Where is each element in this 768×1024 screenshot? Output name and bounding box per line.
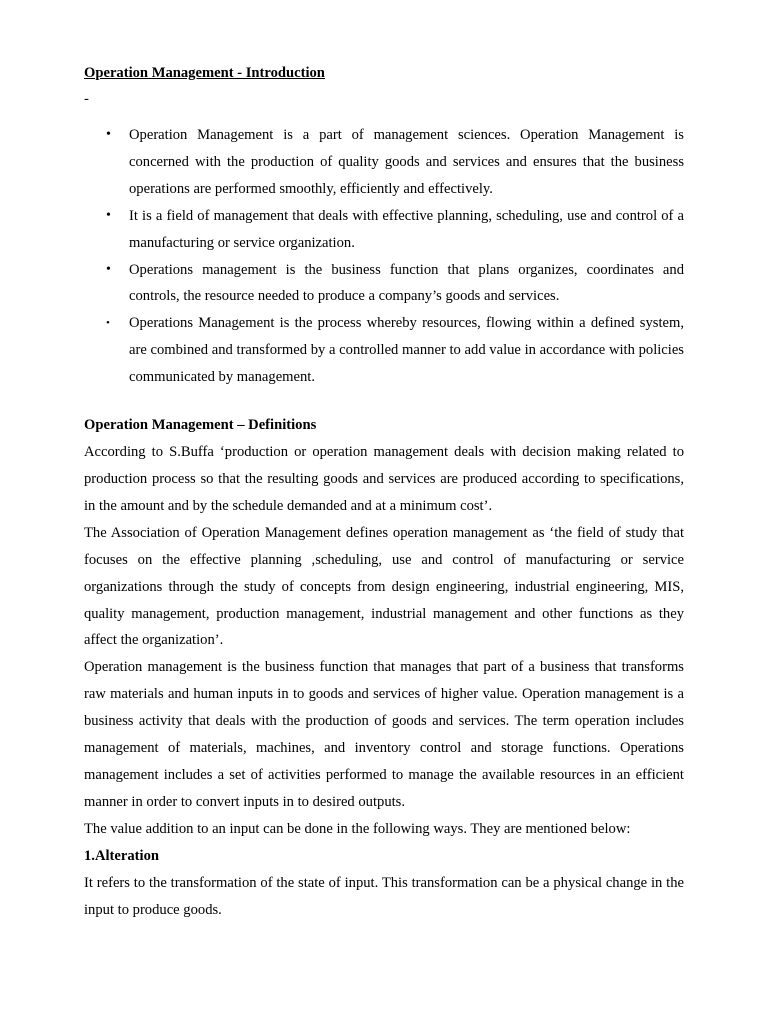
- bullet-icon: •: [106, 207, 111, 223]
- document-title: Operation Management - Introduction: [84, 65, 325, 81]
- definitions-heading: Operation Management – Definitions: [84, 417, 317, 434]
- list-item-text: Operation Management is a part of management sciences. Operation Management is concerned with the production of quality goods and services and ensures that the business operations are performed smoothly, efficiently and effectively.: [129, 127, 684, 197]
- paragraph-business-function: Operation management is the business function that manages that part of a business that transforms raw materials and human inputs in to goods and services of higher value. Operation management is a business activity that deals with the production of goods and services. The term operation includes management of materials, machines, and inventory control and storage functions. Operations management includes a set of activities performed to manage the available resources in an efficient manner in order to convert inputs in to desired outputs.: [84, 659, 684, 810]
- intro-bullet-list: [84, 122, 684, 391]
- bullet-icon: •: [106, 317, 110, 330]
- bullet-icon: •: [106, 261, 111, 277]
- list-item-text: Operations Management is the process whereby resources, flowing within a defined system, are combined and transformed by a controlled manner to add value in accordance with policies communicated by management.: [129, 315, 684, 386]
- alteration-heading: 1.Alteration: [84, 847, 159, 864]
- list-item: [84, 122, 684, 203]
- document-page: [84, 60, 684, 923]
- list-item-text: Operations management is the business function that plans organizes, coordinates and controls, the resource needed to produce a company’s goods and services.: [129, 261, 684, 305]
- title-dash: -: [84, 91, 89, 107]
- paragraph-association-definition: The Association of Operation Management defines operation management as ‘the field of study that focuses on the effective planning ,scheduling, use and control of manufacturing or service organizations through the study of concepts from design engineering, industrial engineering, MIS, quality management, production management, industrial management and other functions as they affect the organization’.: [84, 524, 684, 649]
- list-item: [84, 310, 684, 391]
- paragraph-alteration: It refers to the transformation of the state of input. This transformation can be a physical change in the input to produce goods.: [84, 874, 684, 918]
- paragraph-buffa-definition: According to S.Buffa ‘production or operation management deals with decision making related to production process so that the resulting goods and services are produced according to specifications, in the amount and by the schedule demanded and at a minimum cost’.: [84, 444, 684, 514]
- bullet-icon: •: [106, 127, 111, 142]
- list-item: [84, 257, 684, 311]
- list-item: [84, 203, 684, 257]
- list-item-text: It is a field of management that deals with effective planning, scheduling, use and control of a manufacturing or service organization.: [129, 207, 684, 251]
- paragraph-value-addition: The value addition to an input can be done in the following ways. They are mentioned below:: [84, 820, 631, 837]
